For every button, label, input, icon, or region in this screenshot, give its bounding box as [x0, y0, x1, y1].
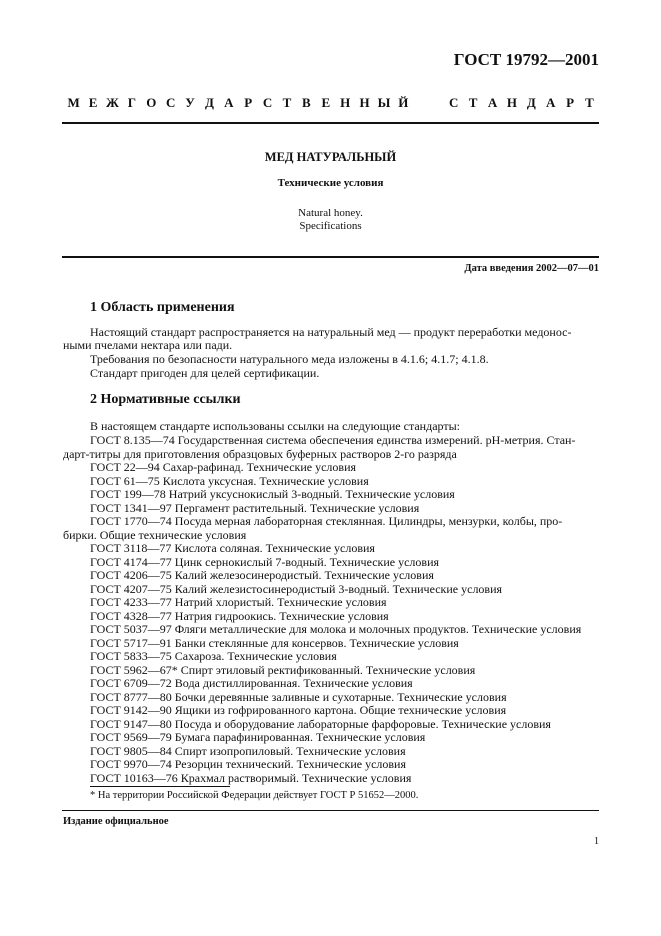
reference-line: ГОСТ 8.135—74 Государственная система обеспечения единства измерений. рН-метрия. Стан-: [90, 433, 576, 447]
reference-line: ГОСТ 4174—77 Цинк сернокислый 7-водный. Технические условия: [90, 554, 440, 569]
english-title-line: Natural honey.: [298, 207, 363, 219]
top-rule: [62, 122, 599, 124]
banner-letter: С: [165, 95, 176, 110]
banner-letter: М: [67, 95, 80, 110]
gost-number: ГОСТ 19792—2001: [453, 50, 599, 69]
reference-line: ГОСТ 4328—77 Натрия гидроокись. Технические условия: [90, 608, 389, 623]
document-title: МЕД НАТУРАЛЬНЫЙ: [264, 150, 397, 164]
reference-line: ГОСТ 10163—76 Крахмал растворимый. Технические условия: [90, 770, 412, 785]
reference-line: ГОСТ 9147—80 Посуда и оборудование лабораторные фарфоровые. Технические условия: [90, 716, 551, 731]
banner-letter: Ы: [377, 95, 391, 110]
banner-letter: Д: [204, 95, 214, 110]
banner-letter: Т: [282, 95, 292, 110]
banner-letter: Н: [340, 95, 351, 110]
reference-line: ГОСТ 4207—75 Калий железистосинеродистый 3-водный. Технические условия: [90, 581, 503, 596]
english-subtitle-line: Specifications: [299, 220, 362, 232]
reference-line: ГОСТ 4206—75 Калий железосинеродистый. Технические условия: [90, 568, 434, 582]
reference-line: бирки. Общие технические условия: [63, 527, 247, 542]
reference-line: ГОСТ 5962—67* Спирт этиловый ректификованный. Технические условия: [90, 662, 476, 677]
banner-letter: С: [262, 95, 273, 110]
banner-letter: Т: [468, 95, 478, 110]
reference-line: ГОСТ 9569—79 Бумага парафинированная. Технические условия: [90, 730, 426, 744]
banner-letter: В: [302, 95, 311, 110]
section-2-heading: 2 Нормативные ссылки: [90, 392, 241, 407]
banner-letter: Е: [88, 95, 98, 110]
banner-letter: Д: [526, 95, 536, 110]
reference-line: ГОСТ 22—94 Сахар-рафинад. Технические условия: [90, 460, 357, 474]
page-number: 1: [594, 836, 599, 847]
banner-letter: Т: [585, 95, 594, 110]
banner-letter: Е: [321, 95, 331, 110]
section-1-paragraph-2: Требования по безопасности натурального меда изложены в 4.1.6; 4.1.7; 4.1.8.: [90, 352, 489, 366]
interstate-standard-banner: [64, 95, 599, 111]
official-edition-label: Издание официальное: [63, 816, 169, 827]
banner-letter: Ж: [106, 95, 119, 110]
reference-line: ГОСТ 1341—97 Пергамент растительный. Технические условия: [90, 500, 420, 515]
reference-line: ГОСТ 61—75 Кислота уксусная. Технические условия: [90, 473, 369, 488]
reference-line: ГОСТ 8777—80 Бочки деревянные заливные и сухотарные. Технические условия: [90, 689, 507, 704]
reference-line: ГОСТ 5833—75 Сахароза. Технические условия: [90, 649, 337, 663]
section-1-heading: 1 Область применения: [90, 300, 235, 315]
reference-line: ГОСТ 9805—84 Спирт изопропиловый. Технические условия: [90, 743, 406, 758]
reference-line: ГОСТ 5717—91 Банки стеклянные для консервов. Технические условия: [90, 635, 459, 650]
section-2-intro: В настоящем стандарте использованы ссылки на следующие стандарты:: [90, 419, 461, 433]
reference-line: ГОСТ 6709—72 Вода дистиллированная. Технические условия: [90, 676, 413, 690]
banner-letter: Н: [506, 95, 517, 110]
banner-letter: Г: [127, 95, 136, 110]
banner-letter: Р: [566, 95, 575, 110]
reference-line: ГОСТ 3118—77 Кислота соляная. Технические условия: [90, 541, 375, 555]
section-1-paragraph-1-line-2: ными пчелами нектара или пади.: [63, 338, 233, 352]
banner-letter: У: [185, 95, 195, 110]
banner-letter: А: [487, 95, 498, 110]
title-bottom-rule: [62, 256, 599, 258]
introduction-date: Дата введения 2002—07—01: [464, 263, 599, 274]
reference-line: ГОСТ 4233—77 Натрий хлористый. Технические условия: [90, 595, 387, 609]
reference-line: ГОСТ 199—78 Натрий уксуснокислый 3-водный. Технические условия: [90, 487, 455, 501]
footnote-rule: [90, 786, 230, 787]
banner-letter: А: [546, 95, 556, 110]
reference-line: ГОСТ 5037—97 Фляги металлические для молока и молочных продуктов. Технические условия: [90, 622, 582, 636]
reference-line: ГОСТ 1770—74 Посуда мерная лабораторная стеклянная. Цилиндры, мензурки, колбы, про-: [90, 514, 563, 528]
banner-letter: А: [224, 95, 234, 110]
footer-rule: [62, 810, 599, 811]
reference-line: ГОСТ 9142—90 Ящики из гофрированного картона. Общие технические условия: [90, 703, 507, 717]
banner-letter: Й: [398, 95, 409, 110]
section-1-paragraph-1-line-1: Настоящий стандарт распространяется на натуральный мед — продукт переработки медонос-: [90, 325, 572, 339]
english-title: [0, 207, 661, 233]
footnote: * На территории Российской Федерации действует ГОСТ Р 51652—2000.: [90, 790, 419, 801]
banner-letter: Н: [359, 95, 370, 110]
section-1-paragraph-3: Стандарт пригоден для целей сертификации.: [90, 366, 320, 380]
document-subtitle: Технические условия: [277, 177, 384, 189]
reference-line: дарт-титры для приготовления образцовых буферных растворов 2-го разряда: [63, 446, 457, 461]
reference-line: ГОСТ 9970—74 Резорцин технический. Технические условия: [90, 757, 406, 771]
banner-letter: С: [449, 95, 459, 110]
banner-letter: О: [146, 95, 157, 110]
banner-letter: Р: [244, 95, 253, 110]
